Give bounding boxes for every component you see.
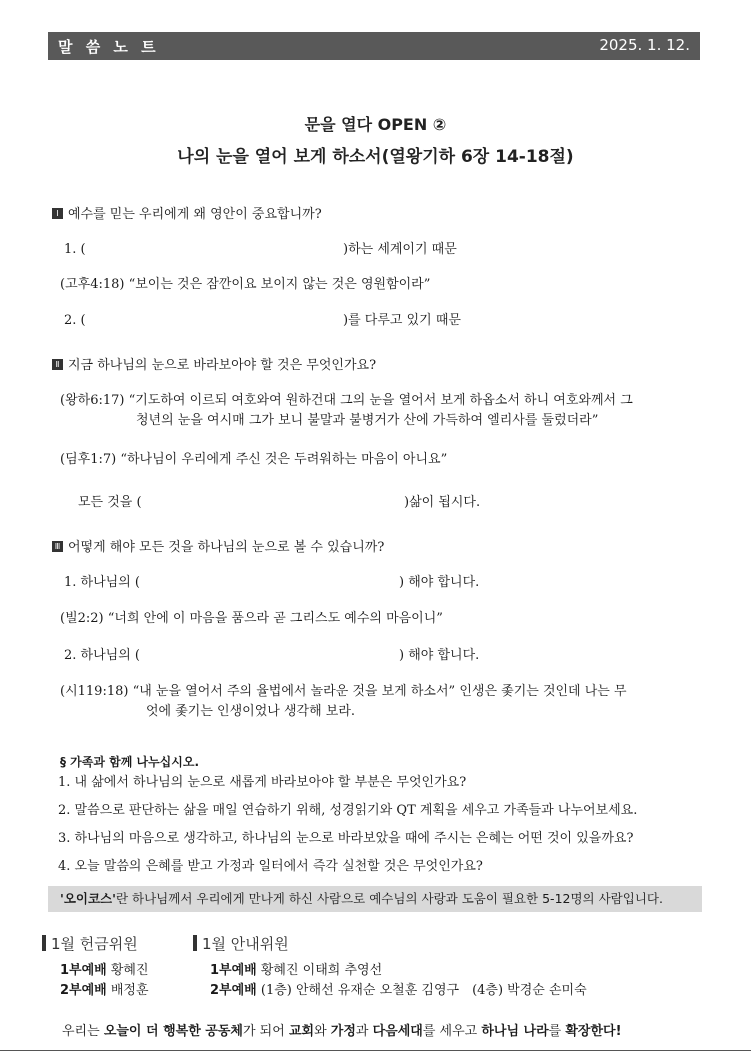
motto-text: 를 <box>548 1024 566 1039</box>
s1-item-2-prefix: 2. ( <box>64 313 86 328</box>
s3-verse-2-line-1: (시119:18) “내 눈을 열어서 주의 율법에서 놀라운 것을 보게 하소서” 인생은 좇기는 것인데 나는 무 <box>60 684 627 699</box>
service-label: 1부예배 <box>60 963 107 978</box>
section-1-text: 예수를 믿는 우리에게 왜 영안이 중요합니까? <box>68 207 322 222</box>
offering-committee-heading <box>42 934 138 954</box>
offering-service-2 <box>60 982 149 1000</box>
bottom-divider <box>0 1050 751 1051</box>
service-label: 1부예배 <box>210 963 257 978</box>
oikos-definition: 란 하나님께서 우리에게 만나게 하신 사람으로 예수님의 사랑과 도움이 필요한 5-12명의 사람입니다. <box>115 891 663 906</box>
sermon-title: 나의 눈을 열어 보게 하소서(열왕기하 6장 14-18절) <box>177 147 574 167</box>
s3-item-1-suffix: ) 해야 합니다. <box>399 575 480 590</box>
share-item-4: 4. 오늘 말씀의 은혜를 받고 가정과 일터에서 즉각 실천할 것은 무엇인가요? <box>58 859 483 874</box>
share-item-3: 3. 하나님의 마음으로 생각하고, 하나님의 눈으로 바라보았을 때에 주시는 은혜는 어떤 것이 있을까요? <box>58 831 634 846</box>
motto-emphasis: 오늘이 더 행복한 공동체 <box>103 1024 243 1039</box>
motto-emphasis: 하나님 나라 <box>481 1024 549 1039</box>
usher-committee-heading <box>193 934 289 954</box>
usher-service-1 <box>210 962 382 980</box>
share-item-2: 2. 말씀으로 판단하는 삶을 매일 연습하기 위해, 성경읽기와 QT 계획을 세우고 가족들과 나누어보세요. <box>58 803 638 818</box>
s3-verse-1: (빌2:2) “너희 안에 이 마음을 품으라 곧 그리스도 예수의 마음이니” <box>60 611 443 626</box>
service-label: 2부예배 <box>210 983 257 998</box>
motto-emphasis: 다음세대 <box>372 1024 423 1039</box>
s2-fill-prefix: 모든 것을 ( <box>78 495 142 510</box>
heading-bar-icon <box>193 935 197 951</box>
s3-item-1-prefix: 1. 하나님의 ( <box>64 575 140 590</box>
usher-committee-title: 1월 안내위원 <box>202 935 289 953</box>
s3-verse-2-line-2: 엇에 좇기는 인생이었나 생각해 보라. <box>146 704 356 719</box>
section-3-text: 어떻게 해야 모든 것을 하나님의 눈으로 볼 수 있습니까? <box>68 540 385 555</box>
section-1-number: Ⅰ <box>52 208 63 219</box>
s1-item-1-prefix: 1. ( <box>64 242 86 257</box>
usher-service-2 <box>210 982 587 1000</box>
section-2-text: 지금 하나님의 눈으로 바라보아야 할 것은 무엇인가요? <box>68 358 377 373</box>
motto-text: 우리는 <box>62 1024 104 1039</box>
s2-verse-2: (딤후1:7) “하나님이 우리에게 주신 것은 두려워하는 마음이 아니요” <box>60 452 448 467</box>
motto-emphasis: 확장한다! <box>565 1024 622 1039</box>
section-3-question <box>52 539 384 557</box>
section-1-question <box>52 206 322 224</box>
s3-item-2-suffix: ) 해야 합니다. <box>399 648 480 663</box>
motto-text: 와 <box>314 1024 331 1039</box>
oikos-banner <box>48 886 702 912</box>
church-motto <box>62 1020 622 1039</box>
section-2-number: Ⅱ <box>52 359 63 370</box>
service-names: 황혜진 이태희 추영선 <box>260 963 383 978</box>
header-date: 2025. 1. 12. <box>599 36 690 54</box>
section-2-question <box>52 357 376 375</box>
section-3-number: Ⅲ <box>52 541 63 552</box>
heading-bar-icon <box>42 935 46 951</box>
motto-text: 를 세우고 <box>422 1024 482 1039</box>
oikos-term: '오이코스' <box>60 891 116 906</box>
service-names: (1층) 안해선 유재순 오철훈 김영구 (4층) 박경순 손미숙 <box>260 983 587 998</box>
offering-committee-title: 1월 헌금위원 <box>51 935 138 953</box>
motto-emphasis: 교회 <box>288 1024 315 1039</box>
share-item-1: 1. 내 삶에서 하나님의 눈으로 새롭게 바라보아야 할 부분은 무엇인가요? <box>58 775 467 790</box>
motto-text: 과 <box>355 1024 373 1039</box>
service-names: 배정훈 <box>110 983 149 998</box>
header-bar <box>48 32 700 60</box>
s2-fill-suffix: )삶이 됩시다. <box>404 495 481 510</box>
s1-verse: (고후4:18) “보이는 것은 잠깐이요 보이지 않는 것은 영원함이라” <box>60 277 431 292</box>
service-label: 2부예배 <box>60 983 107 998</box>
motto-text: 가 되어 <box>242 1024 289 1039</box>
share-heading: § 가족과 함께 나누십시오. <box>60 755 200 769</box>
header-title: 말 씀 노 트 <box>58 38 160 56</box>
s2-verse-1-line-2: 청년의 눈을 여시매 그가 보니 불말과 불병거가 산에 가득하여 엘리사를 둘렀더라” <box>136 413 599 428</box>
motto-emphasis: 가정 <box>330 1024 356 1039</box>
s2-verse-1-line-1: (왕하6:17) “기도하여 이르되 여호와여 원하건대 그의 눈을 열어서 보게 하옵소서 하니 여호와께서 그 <box>60 393 633 408</box>
service-names: 황혜진 <box>110 963 149 978</box>
s3-item-2-prefix: 2. 하나님의 ( <box>64 648 140 663</box>
sermon-series: 문을 열다 OPEN ② <box>304 115 447 134</box>
offering-service-1 <box>60 962 149 980</box>
s1-item-2-suffix: )를 다루고 있기 때문 <box>343 313 461 328</box>
s1-item-1-suffix: )하는 세계이기 때문 <box>343 242 457 257</box>
